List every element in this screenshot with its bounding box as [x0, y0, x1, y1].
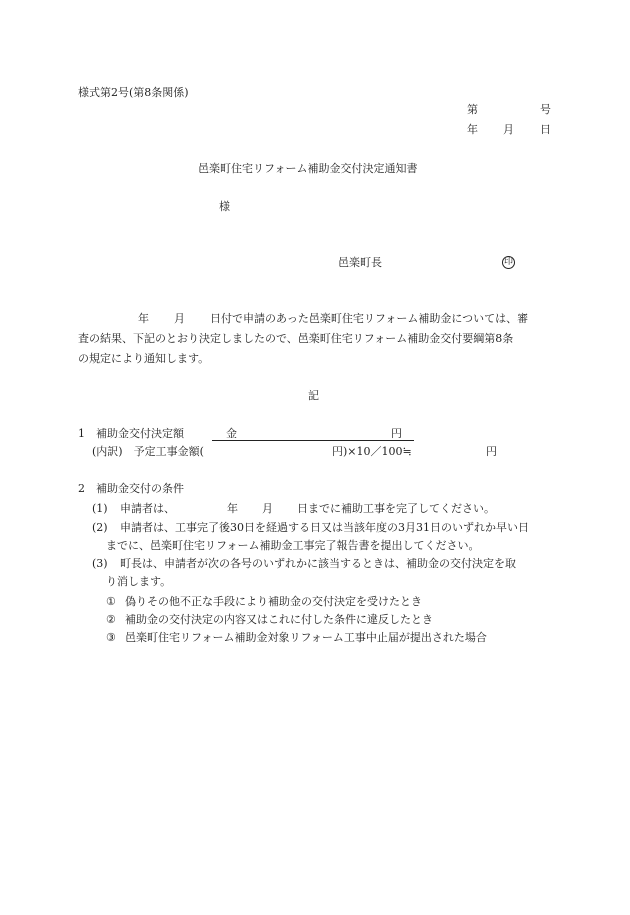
- section1-kin: 金: [226, 427, 237, 440]
- doc-number-go: 号: [540, 103, 551, 116]
- cond3-number: (3): [92, 557, 108, 570]
- subitem-3-text: 邑楽町住宅リフォーム補助金対象リフォーム工事中止届が提出された場合: [125, 631, 487, 644]
- subitem-2-text: 補助金の交付決定の内容又はこれに付した条件に違反したとき: [125, 613, 433, 626]
- cond3-line1: 町長は、申請者が次の各号のいずれかに該当するときは、補助金の交付決定を取: [120, 557, 516, 570]
- subitem-1-text: 偽りその他不正な手段により補助金の交付決定を受けたとき: [125, 595, 422, 608]
- cond2-line1: 申請者は、工事完了後30日を経過する日又は当該年度の3月31日のいずれか早い日: [120, 521, 529, 534]
- cond1-text2: 日までに補助工事を完了してください。: [297, 502, 495, 515]
- date-year: 年: [467, 123, 478, 136]
- cond2-line2: までに、邑楽町住宅リフォーム補助金工事完了報告書を提出してください。: [106, 539, 480, 552]
- breakdown-label: (内訳) 予定工事金額(: [92, 445, 204, 458]
- breakdown-yen: 円: [486, 445, 497, 458]
- cond3-line2: り消します。: [106, 575, 172, 588]
- form-label: 様式第2号(第8条関係): [78, 86, 189, 99]
- cond2-number: (2): [92, 521, 108, 534]
- cond1-year: 年: [227, 502, 238, 515]
- amount-underline: [212, 440, 414, 441]
- date-month: 月: [503, 123, 514, 136]
- body-line2: 査の結果、下記のとおり決定しましたので、邑楽町住宅リフォーム補助金交付要綱第8条: [78, 332, 514, 345]
- subitem-3-number: ③: [106, 631, 116, 644]
- section1-heading: 1 補助金交付決定額: [78, 427, 184, 440]
- body-year: 年: [138, 312, 149, 325]
- issuer-name: 邑楽町長: [338, 256, 382, 269]
- seal-mark: 印: [503, 257, 513, 267]
- cond1-number: (1): [92, 502, 108, 515]
- doc-number-dai: 第: [467, 103, 478, 116]
- subitem-2-number: ②: [106, 613, 116, 626]
- section2-heading: 2 補助金交付の条件: [78, 482, 184, 495]
- body-month: 月: [174, 312, 185, 325]
- cond1-month: 月: [262, 502, 273, 515]
- breakdown-formula: 円)×10／100≒: [332, 445, 412, 458]
- addressee-suffix: 様: [219, 200, 230, 213]
- section1-yen: 円: [391, 427, 402, 440]
- cond1-text1: 申請者は、: [120, 502, 175, 515]
- body-line1: 日付で申請のあった邑楽町住宅リフォーム補助金については、審: [210, 312, 529, 325]
- ki-heading: 記: [308, 389, 319, 402]
- document-title: 邑楽町住宅リフォーム補助金交付決定通知書: [198, 162, 418, 175]
- date-day: 日: [540, 123, 551, 136]
- body-line3: の規定により通知します。: [78, 352, 210, 365]
- subitem-1-number: ①: [106, 595, 116, 608]
